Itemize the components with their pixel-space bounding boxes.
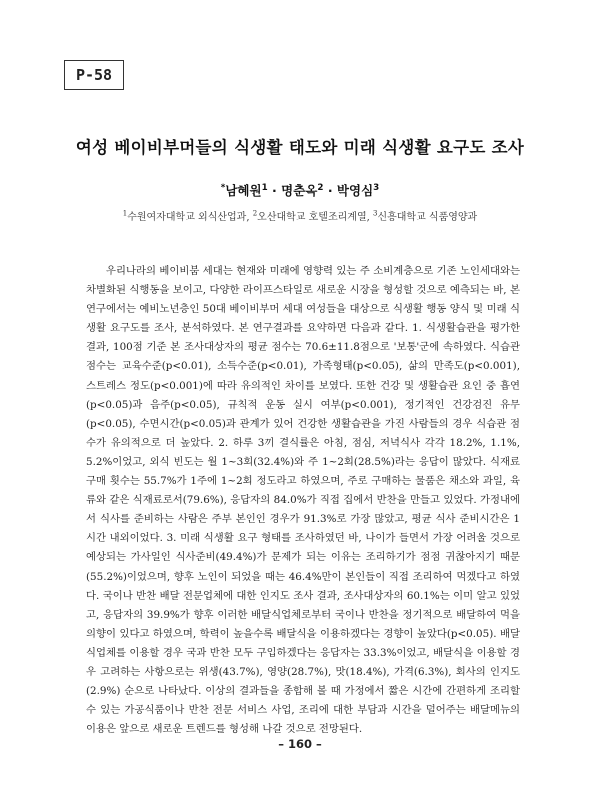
page-label: P-58: [64, 60, 124, 90]
author-separator: ·: [272, 183, 277, 198]
author-name: 명춘옥: [281, 183, 318, 198]
author-name: 남혜원: [225, 183, 262, 198]
affiliation-line: [0, 208, 600, 223]
affiliation-mark: 3: [372, 209, 378, 218]
paper-title: 여성 베이비부머들의 식생활 태도와 미래 식생활 요구도 조사: [75, 138, 525, 157]
abstract-body: 우리나라의 베이비붐 세대는 현재와 미래에 영향력 있는 주 소비계층으로 기존 노인세대와는 차별화된 식행동을 보이고, 다양한 라이프스타일로 새로운 시장을 형성할 것으로 예측되는 바, 본 연구에서는 예비노년층인 50대 베이비부머 세대 여성들을 대상으로 식생활 행동 양식 및 미래 식생활 요구도를 조사, 분석하였다. 본 연구결과를 요약하면 다음과 같다. 1. 식생활습관을 평가한 결과, 100점 기준 본 조사대상자의 평균 점수는 70.6±11.8점으로 '보통'군에 속하였다. 식습관 점수는 교육수준(p<0.01), 소득수준(p<0.01), 가족형태(p<0.05), 삶의 만족도(p<0.001), 스트레스 정도(p<0.001)에 따라 유의적인 차이를 보였다. 또한 건강 및 생활습관 요인 중 흡연(p<0.05)과 음주(p<0.05), 규칙적 운동 실시 여부(p<0.001), 정기적인 건강검진 유무(p<0.05), 수면시간(p<0.05)과 관계가 있어 건강한 생활습관을 가진 사람들의 경우 식습관 점수가 유의적으로 더 높았다. 2. 하루 3끼 결식률은 아침, 점심, 저녁식사 각각 18.2%, 1.1%, 5.2%이었고, 외식 빈도는 월 1~3회(32.4%)와 주 1~2회(28.5%)라는 응답이 많았다. 식재료 구매 횟수는 55.7%가 1주에 1~2회 정도라고 하였으며, 주로 구매하는 물품은 채소와 과일, 육류와 같은 식재료로서(79.6%), 응답자의 84.0%가 직접 집에서 반찬을 만들고 있었다. 가정내에서 식사를 준비하는 사람은 주부 본인인 경우가 91.3%로 가장 많았고, 평균 식사 준비시간은 1시간 내외이었다. 3. 미래 식생활 요구 형태를 조사하였던 바, 나이가 들면서 가장 어려울 것으로 예상되는 가사일인 식사준비(49.4%)가 문제가 되는 이유는 조리하기가 점점 귀찮아지기 때문(55.2%)이었으며, 향후 노인이 되었을 때는 46.4%만이 본인들이 직접 조리하여 먹겠다고 하였다. 국이나 반찬 배달 전문업체에 대한 인지도 조사 결과, 조사대상자의 60.1%는 이미 알고 있었고, 응답자의 39.9%가 향후 이러한 배달식업체로부터 국이나 반찬을 정기적으로 배달하여 먹을 의향이 있다고 하였으며, 학력이 높을수록 배달식을 이용하겠다는 경향이 높았다(p<0.05). 배달식업체를 이용할 경우 국과 반찬 모두 구입하겠다는 응답자는 33.3%이었고, 배달식을 이용할 경우 고려하는 사항으로는 위생(43.7%), 영양(28.7%), 맛(18.4%), 가격(6.3%), 회사의 인지도(2.9%) 순으로 나타났다. 이상의 결과들을 종합해 볼 때 가정에서 짧은 시간에 간편하게 조리할 수 있는 가공식품이나 반찬 전문 서비스 사업, 조리에 대한 부담과 시간을 덜어주는 배달메뉴의 이용은 앞으로 새로운 트렌드를 형성해 나갈 것으로 전망된다.: [86, 265, 520, 736]
affiliation-mark: 2: [252, 209, 258, 218]
author-affiliation-mark: 1: [261, 182, 268, 193]
author-line: [0, 181, 600, 199]
affiliation: 수원여자대학교 외식산업과,: [127, 212, 253, 223]
author-affiliation-mark: 2: [317, 182, 324, 193]
corresponding-mark: *: [220, 182, 226, 193]
page-number: – 160 –: [278, 737, 322, 751]
affiliation: 오산대학교 호텔조리계열,: [257, 212, 373, 223]
author-name: 박영심: [336, 183, 374, 198]
author-separator: ·: [327, 183, 333, 198]
affiliation-mark: 1: [122, 209, 128, 218]
affiliation: 신흥대학교 식품영양과: [377, 212, 478, 223]
author-affiliation-mark: 3: [373, 182, 380, 193]
